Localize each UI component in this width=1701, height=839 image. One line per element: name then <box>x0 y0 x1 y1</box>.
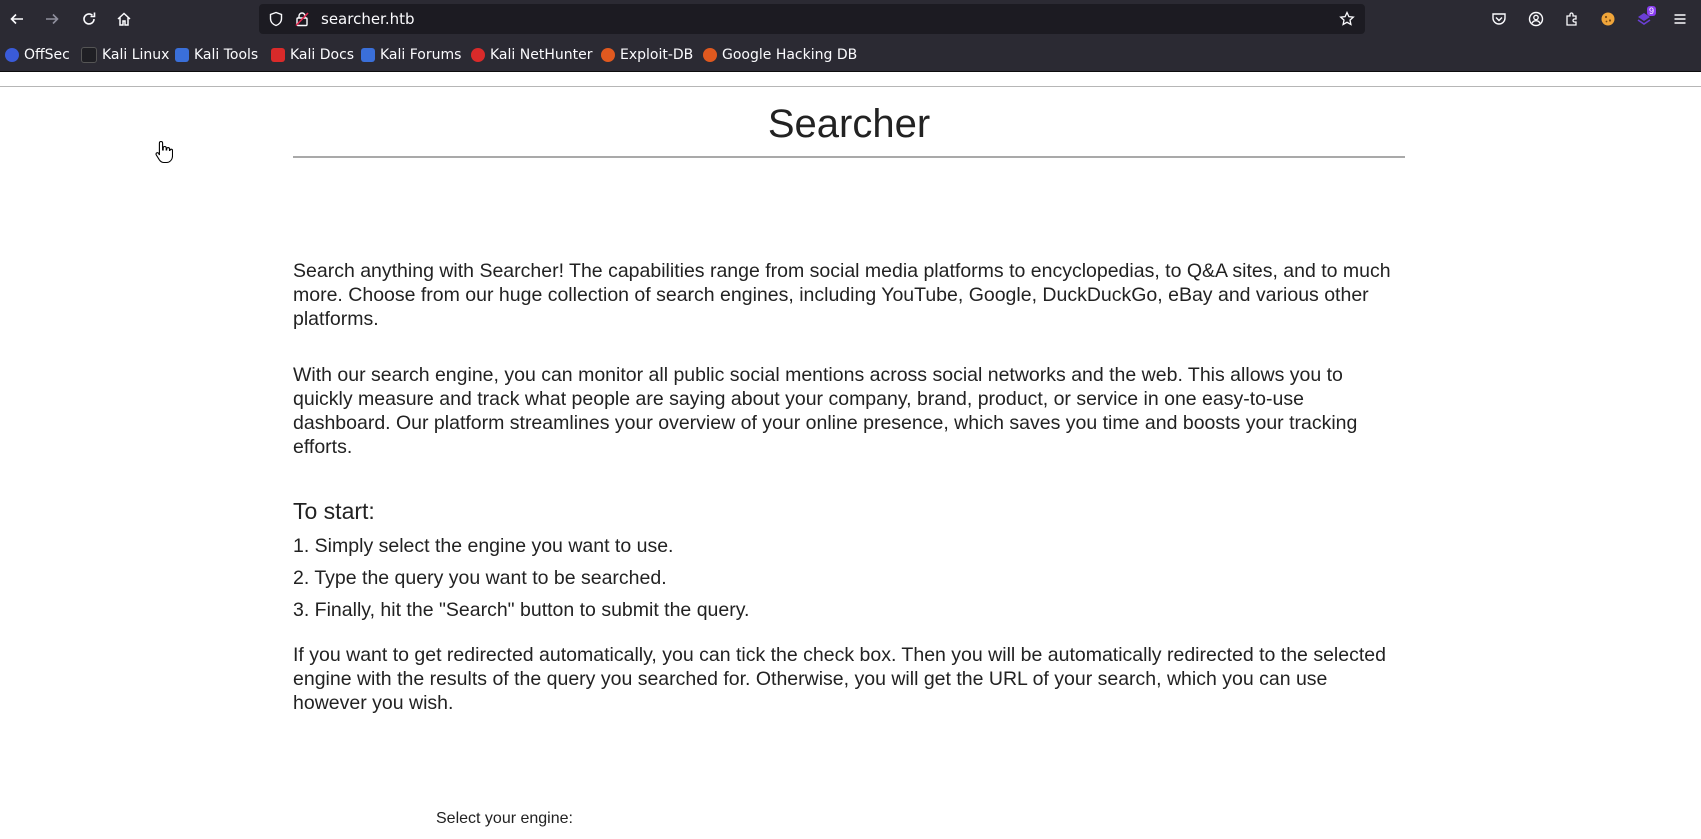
bookmark-kali-linux[interactable] <box>81 46 169 64</box>
page-title: Searcher <box>767 102 931 146</box>
hand-cursor-icon <box>155 140 173 164</box>
page-body <box>0 72 1701 839</box>
bookmark-label: Kali NetHunter <box>490 47 593 63</box>
account-icon[interactable] <box>1522 5 1550 33</box>
pocket-icon[interactable] <box>1485 5 1513 33</box>
hack-extension-icon[interactable] <box>1630 5 1658 33</box>
main-content <box>293 92 1405 827</box>
bookmark-exploit-db[interactable] <box>601 46 693 64</box>
bookmark-label: Kali Tools <box>194 47 259 63</box>
url-text[interactable]: searcher.htb <box>321 10 415 28</box>
forward-arrow-icon[interactable] <box>38 5 66 33</box>
cookie-extension-icon[interactable] <box>1594 5 1622 33</box>
extensions-icon[interactable] <box>1558 5 1586 33</box>
extension-badge: 9 <box>1649 6 1655 16</box>
exploit-db-icon <box>601 48 615 62</box>
kali-dragon-icon <box>81 47 97 63</box>
header-divider <box>0 86 1701 87</box>
kali-tools-icon <box>175 48 189 62</box>
bookmark-google-hacking-db[interactable] <box>703 46 857 64</box>
bookmark-label: Google Hacking DB <box>722 47 858 63</box>
title-divider <box>293 156 1405 158</box>
bookmark-label: Kali Linux <box>102 47 170 63</box>
bookmarks-toolbar <box>0 38 1701 72</box>
reload-icon[interactable] <box>75 5 103 33</box>
kali-nethunter-icon <box>471 48 485 62</box>
url-bar[interactable] <box>259 4 1365 34</box>
step-item: 2. Type the query you want to be searched. <box>293 567 667 589</box>
back-arrow-icon[interactable] <box>3 5 31 33</box>
bookmark-label: OffSec <box>24 47 70 63</box>
lock-insecure-icon[interactable] <box>294 11 310 27</box>
bookmark-kali-docs[interactable] <box>271 46 354 64</box>
start-heading: To start: <box>293 498 375 524</box>
monitor-paragraph: With our search engine, you can monitor all public social mentions across social networks and the web. This allows you to quickly measure and track what people are saying about your company, brand, product, or service in one easy-to-use dashboard. Our platform streamlines your overview of your online presence, which saves you time and boosts your tracking efforts. <box>293 364 1358 458</box>
bookmark-kali-nethunter[interactable] <box>471 46 592 64</box>
ghdb-icon <box>703 48 717 62</box>
kali-forums-icon <box>361 48 375 62</box>
kali-docs-icon <box>271 48 285 62</box>
shield-icon[interactable] <box>268 11 284 27</box>
bookmark-label: Exploit-DB <box>620 47 694 63</box>
offsec-icon <box>5 48 19 62</box>
intro-paragraph: Search anything with Searcher! The capabilities range from social media platforms to encyclopedias, to Q&A sites, and to much more. Choose from our huge collection of search engines, including YouTube, Google, DuckDuckGo, eBay and various other platforms. <box>293 260 1391 330</box>
bookmark-label: Kali Docs <box>290 47 355 63</box>
browser-toolbar <box>0 0 1701 38</box>
redirect-paragraph: If you want to get redirected automatically, you can tick the check box. Then you will be automatically redirected to the selected engine with the results of the query you searched for. Otherwise, you will get the URL of your search, which you can use however you wish. <box>293 644 1386 714</box>
menu-icon[interactable] <box>1666 5 1694 33</box>
bookmark-kali-forums[interactable] <box>361 46 461 64</box>
engine-select-label: Select your engine: <box>436 810 573 827</box>
step-item: 1. Simply select the engine you want to use. <box>293 535 674 557</box>
bookmark-kali-tools[interactable] <box>175 46 258 64</box>
bookmark-offsec[interactable] <box>5 46 70 64</box>
home-icon[interactable] <box>110 5 138 33</box>
step-item: 3. Finally, hit the "Search" button to submit the query. <box>293 599 750 621</box>
bookmark-label: Kali Forums <box>380 47 462 63</box>
bookmark-star-icon[interactable] <box>1339 11 1355 27</box>
